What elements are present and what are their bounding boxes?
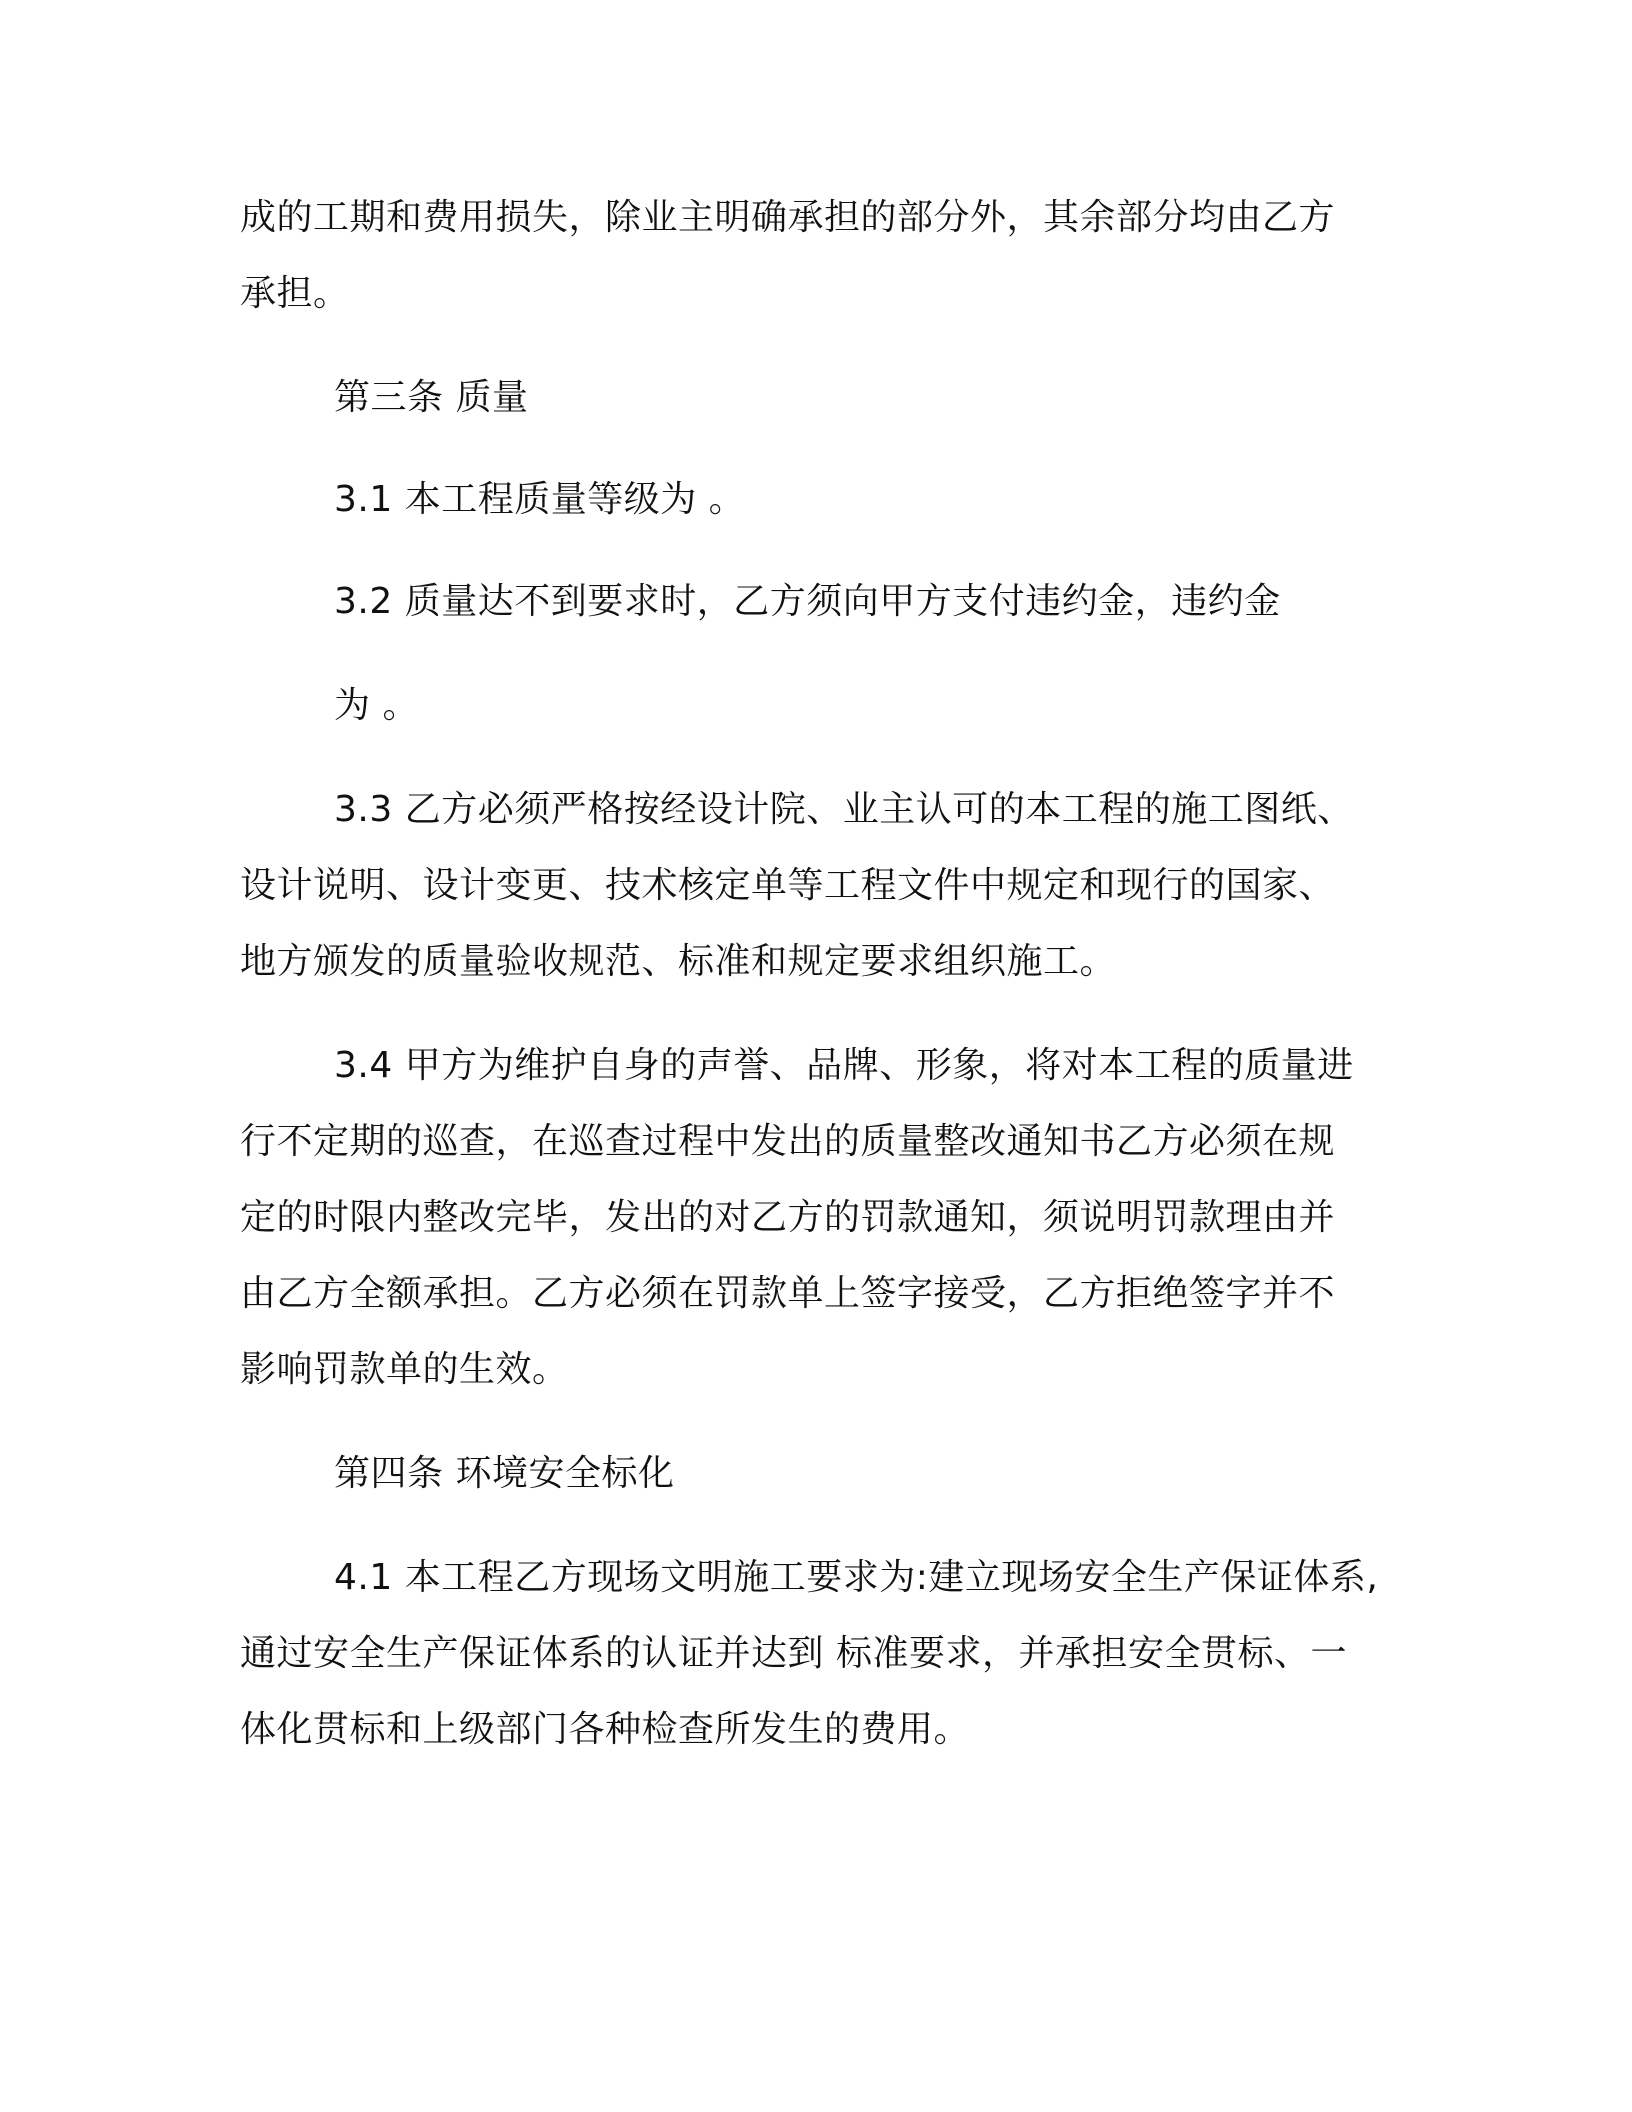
text-line: 由乙方全额承担。乙方必须在罚款单上签字接受，乙方拒绝签字并不 — [240, 1273, 1336, 1314]
section-heading: 第三条 质量 — [334, 377, 529, 418]
text-line: 行不定期的巡查，在巡查过程中发出的质量整改通知书乙方必须在规 — [240, 1121, 1336, 1162]
text-line: 影响罚款单的生效。 — [240, 1349, 569, 1390]
clause-line: 3.4 甲方为维护自身的声誉、品牌、形象，将对本工程的质量进 — [334, 1045, 1354, 1086]
text-line: 设计说明、设计变更、技术核定单等工程文件中规定和现行的国家、 — [240, 865, 1336, 906]
text-line: 承担。 — [240, 273, 350, 314]
text-line: 通过安全生产保证体系的认证并达到 标准要求，并承担安全贯标、一 — [240, 1633, 1347, 1674]
clause-line: 3.1 本工程质量等级为 。 — [334, 479, 746, 520]
text-line: 体化贯标和上级部门各种检查所发生的费用。 — [240, 1709, 971, 1750]
section-heading: 第四条 环境安全标化 — [334, 1453, 675, 1494]
text-line: 为 。 — [334, 685, 419, 726]
text-line: 定的时限内整改完毕，发出的对乙方的罚款通知，须说明罚款理由并 — [240, 1197, 1336, 1238]
clause-line: 4.1 本工程乙方现场文明施工要求为:建立现场安全生产保证体系, — [334, 1557, 1379, 1598]
text-line: 地方颁发的质量验收规范、标准和规定要求组织施工。 — [240, 941, 1117, 982]
clause-line: 3.3 乙方必须严格按经设计院、业主认可的本工程的施工图纸、 — [334, 789, 1354, 830]
text-line: 成的工期和费用损失，除业主明确承担的部分外，其余部分均由乙方 — [240, 197, 1336, 238]
clause-line: 3.2 质量达不到要求时，乙方须向甲方支付违约金，违约金 — [334, 581, 1281, 622]
